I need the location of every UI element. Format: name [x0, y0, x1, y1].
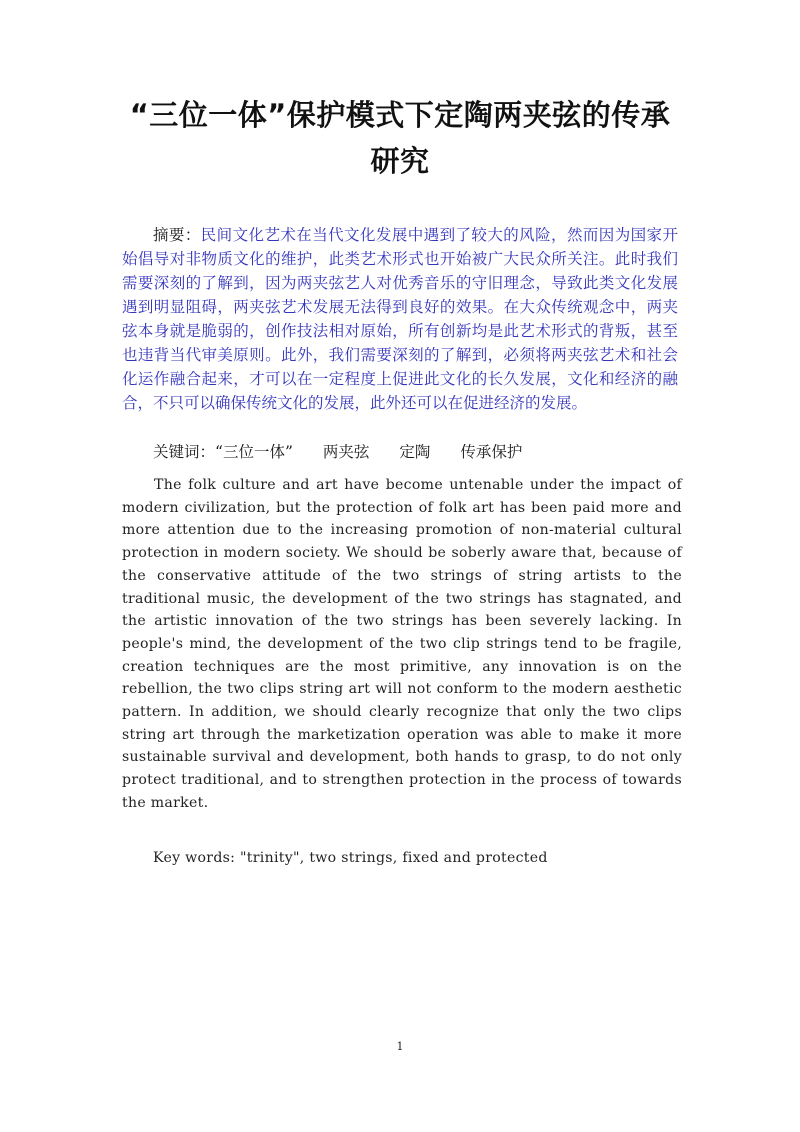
abstract-cn-text: 民间文化艺术在当代文化发展中遇到了较大的风险，然而因为国家开始倡导对非物质文化的维护，此类艺术形式也开始被广大民众所关注。此时我们需要深刻的了解到，因为两夹弦艺人对优秀音乐的守旧理念，导致此类文化发展遇到明显阻碍，两夹弦艺术发展无法得到良好的效果。在大众传统观念中，两夹弦本身就是脆弱的，创作技法相对原始，所有创新均是此艺术形式的背叛，甚至也违背当代审美原则。此外，我们需要深刻的了解到，必须将两夹弦艺术和社会化运作融合起来，才可以在一定程度上促进此文化的长久发展，文化和经济的融合，不只可以确保传统文化的发展，此外还可以在促进经济的发展。	[122, 226, 678, 412]
keyword-cn-item: 传承保护	[460, 443, 523, 461]
abstract-cn	[122, 223, 678, 415]
keywords-cn	[153, 440, 678, 464]
keywords-cn-label: 关键词：	[153, 443, 216, 461]
page-number: 1	[396, 1040, 404, 1053]
keywords-en: Key words: "trinity", two strings, fixed and protected	[153, 850, 548, 866]
page-title: “三位一体”保护模式下定陶两夹弦的传承研究	[129, 98, 671, 178]
keyword-cn-item: “三位一体”	[215, 443, 293, 461]
keyword-cn-item: 两夹弦	[322, 443, 370, 461]
abstract-cn-label: 摘要：	[153, 226, 201, 244]
keyword-cn-item: 定陶	[399, 443, 431, 461]
abstract-en: The folk culture and art have become untenable under the impact of modern civilization, but the protection of folk art has been paid more and more attention due to the increasing promotion of non-material cultural protection in modern society. We should be soberly aware that, because of the conservative attitude of the two strings of string artists to the traditional music, the development of the two strings has stagnated, and the artistic innovation of the two strings has been severely lacking. In people's mind, the development of the two clip strings tend to be fragile, creation techniques are the most primitive, any innovation is on the rebellion, the two clips string art will not conform to the modern aesthetic pattern. In addition, we should clearly recognize that only the two clips string art through the marketization operation was able to make it more sustainable survival and development, both hands to grasp, to do not only protect traditional, and to strengthen protection in the process of towards the market.	[122, 477, 682, 811]
